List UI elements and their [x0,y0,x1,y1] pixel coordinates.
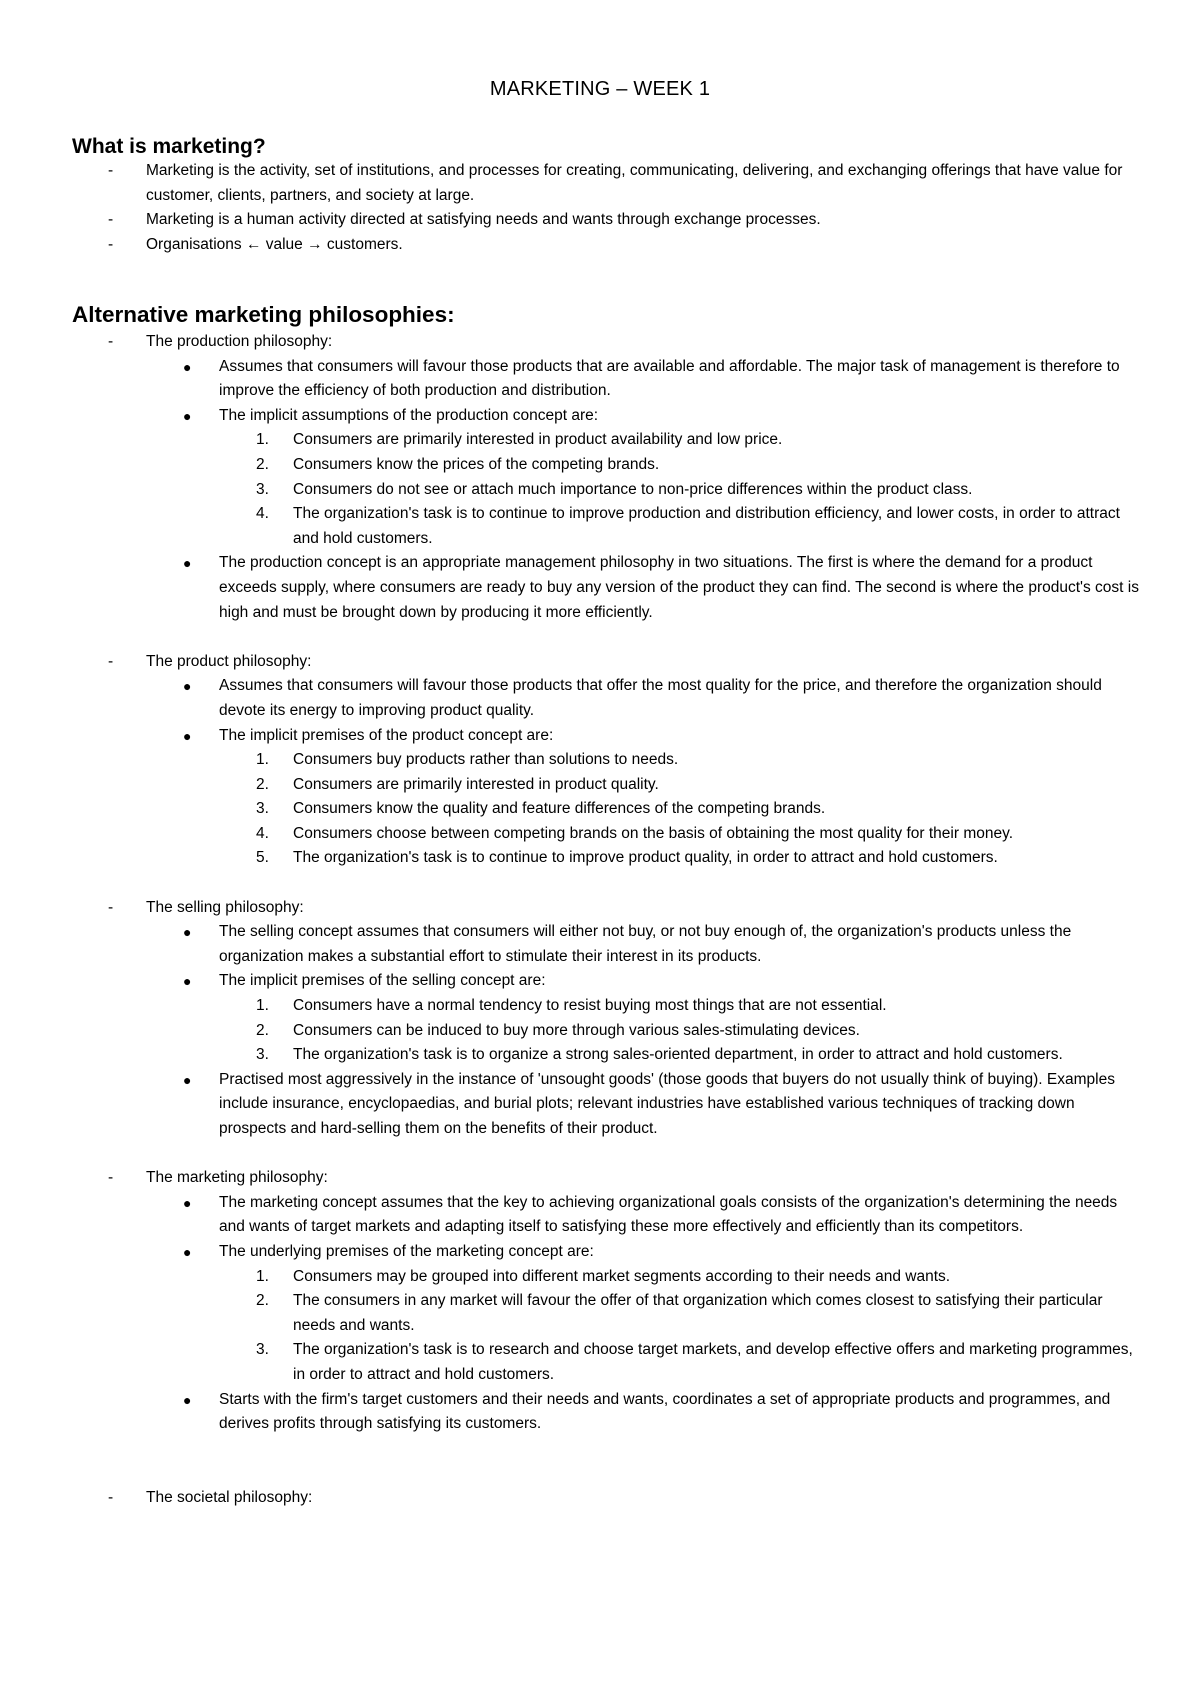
numbered-text: Consumers are primarily interested in product availability and low price. [293,431,783,449]
list-item-text: Organisations ← value → customers. [146,235,403,253]
dash-marker: - [108,1488,114,1506]
numbered-item [0,1265,1200,1290]
numbered-item [0,478,1200,503]
bullet-text: The production concept is an appropriate management philosophy in two situations. The first is where the demand for a product exceeds supply, where consumers are ready to buy any version of the product they can find. The second is where the product's cost is high and must be brought down by producing it more efficiently. [219,554,1139,621]
bullet-marker: ● [183,1071,192,1088]
number-marker: 1. [256,751,269,769]
numbered-text: Consumers know the prices of the competing brands. [293,455,660,473]
philosophy-label: The product philosophy: [146,652,312,670]
philosophy-production [0,330,1200,355]
number-marker: 3. [256,1046,269,1064]
philosophy-product [0,650,1200,675]
numbered-text: The organization's task is to continue to improve product quality, in order to attract and hold customers. [293,849,998,867]
bullet-text: The underlying premises of the marketing concept are: [219,1242,594,1260]
philosophy-marketing [0,1166,1200,1191]
bullet-marker: ● [183,358,192,375]
list-item-text: Marketing is the activity, set of institutions, and processes for creating, communicating, delivering, and exchanging offerings that have value for customer, clients, partners, and society at large. [146,162,1123,204]
numbered-text: The organization's task is to continue to improve production and distribution efficiency, and lower costs, in order to attract and hold customers. [293,505,1120,547]
list-item [0,233,1200,258]
spacer [0,625,1200,650]
bullet-marker: ● [183,407,192,424]
numbered-text: The consumers in any market will favour the offer of that organization which comes closest to satisfying their particular needs and wants. [293,1292,1103,1334]
dash-marker: - [108,211,114,229]
number-marker: 3. [256,1341,269,1359]
dash-marker: - [108,652,114,670]
bullet-item [0,1388,1200,1437]
numbered-item [0,1019,1200,1044]
dash-marker: - [108,235,114,253]
bullet-text: Assumes that consumers will favour those products that offer the most quality for the price, and therefore the organization should devote its energy to improving product quality. [219,677,1102,719]
section-what-is-marketing [0,159,1200,257]
philosophy-label: The marketing philosophy: [146,1169,328,1187]
number-marker: 3. [256,480,269,498]
number-marker: 4. [256,505,269,523]
number-marker: 5. [256,849,269,867]
dash-marker: - [108,162,114,179]
bullet-marker: ● [183,924,192,941]
numbered-text: Consumers can be induced to buy more through various sales-stimulating devices. [293,1021,860,1039]
bullet-item [0,724,1200,749]
numbered-text: Consumers have a normal tendency to resist buying most things that are not essential. [293,997,887,1015]
numbered-item [0,453,1200,478]
philosophy-label: The production philosophy: [146,333,333,350]
numbered-text: Consumers choose between competing brands on the basis of obtaining the most quality for their money. [293,824,1014,842]
numbered-item [0,1289,1200,1338]
number-marker: 1. [256,997,269,1015]
bullet-marker: ● [183,727,192,744]
numbered-text: Consumers buy products rather than solutions to needs. [293,751,679,769]
number-marker: 2. [256,455,269,473]
bullet-marker: ● [183,1194,192,1211]
numbered-text: The organization's task is to organize a strong sales-oriented department, in order to attract and hold customers. [293,1046,1063,1064]
numbered-item [0,797,1200,822]
spacer [0,1437,1200,1486]
document-title: MARKETING – WEEK 1 [489,78,711,100]
philosophy-selling [0,896,1200,921]
numbered-item [0,1043,1200,1068]
section-alternative-philosophies [0,330,1200,1510]
philosophy-label: The selling philosophy: [146,898,304,916]
bullet-item [0,404,1200,429]
numbered-text: Consumers are primarily interested in product quality. [293,775,659,793]
philosophy-label: The societal philosophy: [146,1488,313,1506]
list-item [0,208,1200,233]
bullet-marker: ● [183,555,192,572]
bullet-text: Assumes that consumers will favour those products that are available and affordable. The major task of management is therefore to improve the efficiency of both production and distribution. [219,357,1120,400]
numbered-text: Consumers do not see or attach much importance to non-price differences within the product class. [293,480,973,498]
spacer [0,871,1200,896]
bullet-item [0,1191,1200,1240]
bullet-marker: ● [183,1243,192,1260]
numbered-item [0,822,1200,847]
bullet-item [0,1068,1200,1142]
list-item [0,159,1200,208]
number-marker: 2. [256,1021,269,1039]
number-marker: 1. [256,431,269,449]
numbered-text: Consumers know the quality and feature differences of the competing brands. [293,800,826,818]
number-marker: 2. [256,775,269,793]
numbered-item [0,773,1200,798]
bullet-text: The implicit assumptions of the production concept are: [219,406,599,424]
bullet-marker: ● [183,1391,192,1408]
section-heading-what-is-marketing: What is marketing? [72,135,266,158]
bullet-text: Practised most aggressively in the instance of 'unsought goods' (those goods that buyers do not usually think of buying). Examples include insurance, encyclopaedias, and burial plots; relevant industries have established various techniques of tracking down prospects and hard-selling them on the benefits of their product. [219,1070,1115,1137]
number-marker: 4. [256,824,269,842]
numbered-item [0,1338,1200,1387]
bullet-item [0,355,1200,404]
dash-marker: - [108,1169,114,1187]
numbered-text: The organization's task is to research and choose target markets, and develop effective offers and marketing programmes, in order to attract and hold customers. [293,1341,1133,1383]
bullet-text: Starts with the firm's target customers and their needs and wants, coordinates a set of appropriate products and programmes, and derives profits through satisfying its customers. [219,1390,1111,1433]
section-heading-alternative-philosophies: Alternative marketing philosophies: [72,302,455,327]
dash-marker: - [108,333,114,350]
number-marker: 3. [256,800,269,818]
number-marker: 1. [256,1267,269,1285]
bullet-item [0,1240,1200,1265]
numbered-item [0,846,1200,871]
numbered-item [0,502,1200,551]
bullet-item [0,674,1200,723]
numbered-item [0,428,1200,453]
philosophy-societal [0,1486,1200,1511]
numbered-text: Consumers may be grouped into different market segments according to their needs and wants. [293,1267,951,1285]
spacer [0,1142,1200,1167]
bullet-text: The implicit premises of the selling concept are: [219,972,546,990]
bullet-text: The marketing concept assumes that the key to achieving organizational goals consists of the organization's determining the needs and wants of target markets and adapting itself to satisfying these more effectively and efficiently than its competitors. [219,1193,1118,1236]
bullet-item [0,551,1200,625]
bullet-text: The selling concept assumes that consumers will either not buy, or not buy enough of, the organization's products unless the organization makes a substantial effort to stimulate their interest in its products. [219,923,1072,965]
numbered-item [0,748,1200,773]
list-item-text: Marketing is a human activity directed at satisfying needs and wants through exchange processes. [146,211,821,229]
bullet-item [0,920,1200,969]
bullet-marker: ● [183,973,192,990]
bullet-marker: ● [183,678,192,695]
bullet-text: The implicit premises of the product concept are: [219,726,554,744]
dash-marker: - [108,898,114,916]
bullet-item [0,969,1200,994]
numbered-item [0,994,1200,1019]
number-marker: 2. [256,1292,269,1310]
